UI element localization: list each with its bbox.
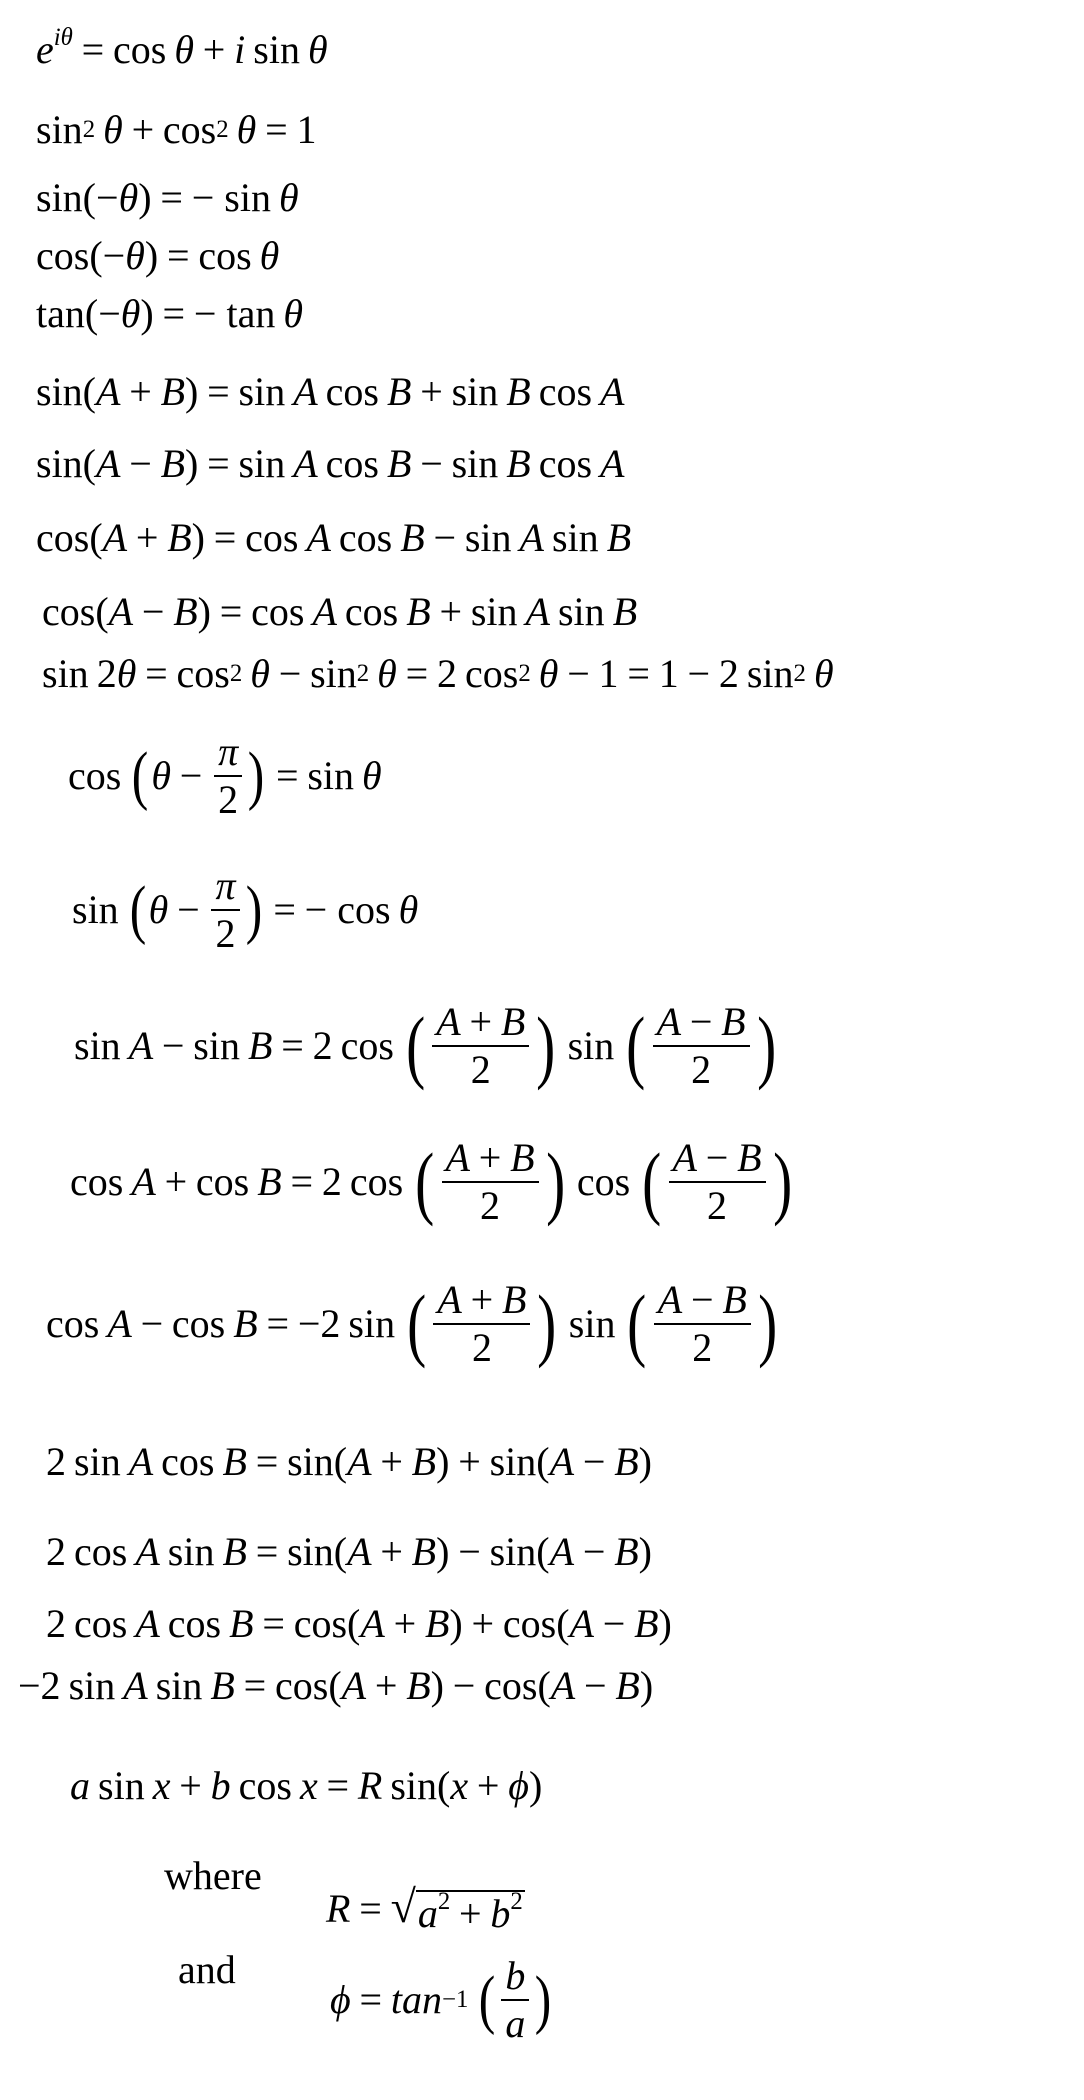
formula-euler: $e^{i\theta}$ = cos θ + i sin θ [36,24,328,72]
formula-tan-negative: tan(− θ ) = − tan θ [36,291,303,336]
sqrt-sign: √ $a^2 + b^2$ [390,1881,523,1936]
formula-product-to-sum-3: 2 cos A cos B = cos( A + B ) + cos( A − B ) [46,1601,672,1646]
formula-phi-definition: ϕ = tan −1 ( $\frac{b}{a}$ ) [330,1953,552,2046]
formula-sin-shift: sin ( θ − $\frac{\pi}{2}$ ) = − cos θ [72,863,419,956]
formula-cos-shift: cos ( θ − $\frac{\pi}{2}$ ) = sin θ [68,729,382,822]
formula-sum-to-product-3: cos A − cos B = −2 sin ( $\frac{A + B}{2}$ ) sin ( $\frac{A - B}{2}$ ) [46,1277,778,1370]
formula-product-to-sum-1: 2 sin A cos B = sin( A + B ) + sin( A − B ) [46,1439,652,1484]
formula-pythagorean: sin 2 θ + cos 2 θ = 1 [36,107,317,152]
label-and [178,1947,236,1992]
where-text: where [164,1853,262,1898]
formula-r-definition: R = √ $a^2 + b^2$ [326,1881,523,1936]
formula-harmonic-form: a sin x + b cos x = R sin( x + ϕ ) [70,1763,543,1808]
formula-sin-diff: sin( A − B ) = sin A cos B − sin B cos A [36,441,625,486]
formula-cos-negative: cos(− θ ) = cos θ [36,233,280,278]
formula-double-angle: sin 2 θ = cos 2 θ − sin 2 θ = 2 cos 2 θ − 1 = 1 − 2 sin 2 θ [42,651,834,696]
formula-product-to-sum-4: −2 sin A sin B = cos( A + B ) − cos( A − B ) [18,1663,654,1708]
formula-sin-sum: sin( A + B ) = sin A cos B + sin B cos A [36,369,625,414]
formula-sum-to-product-2: cos A + cos B = 2 cos ( $\frac{A + B}{2}$ ) cos ( $\frac{A - B}{2}$ ) [70,1135,792,1228]
label-where [164,1853,262,1898]
formula-cos-diff: cos( A − B ) = cos A cos B + sin A sin B [42,589,638,634]
formula-sum-to-product-1: sin A − sin B = 2 cos ( $\frac{A + B}{2}$ ) sin ( $\frac{A - B}{2}$ ) [74,999,776,1092]
formula-sin-negative: sin(− θ ) = − sin θ [36,175,299,220]
formula-cos-sum: cos( A + B ) = cos A cos B − sin A sin B [36,515,632,560]
and-text: and [178,1947,236,1992]
formula-product-to-sum-2: 2 cos A sin B = sin( A + B ) − sin( A − B ) [46,1529,652,1574]
